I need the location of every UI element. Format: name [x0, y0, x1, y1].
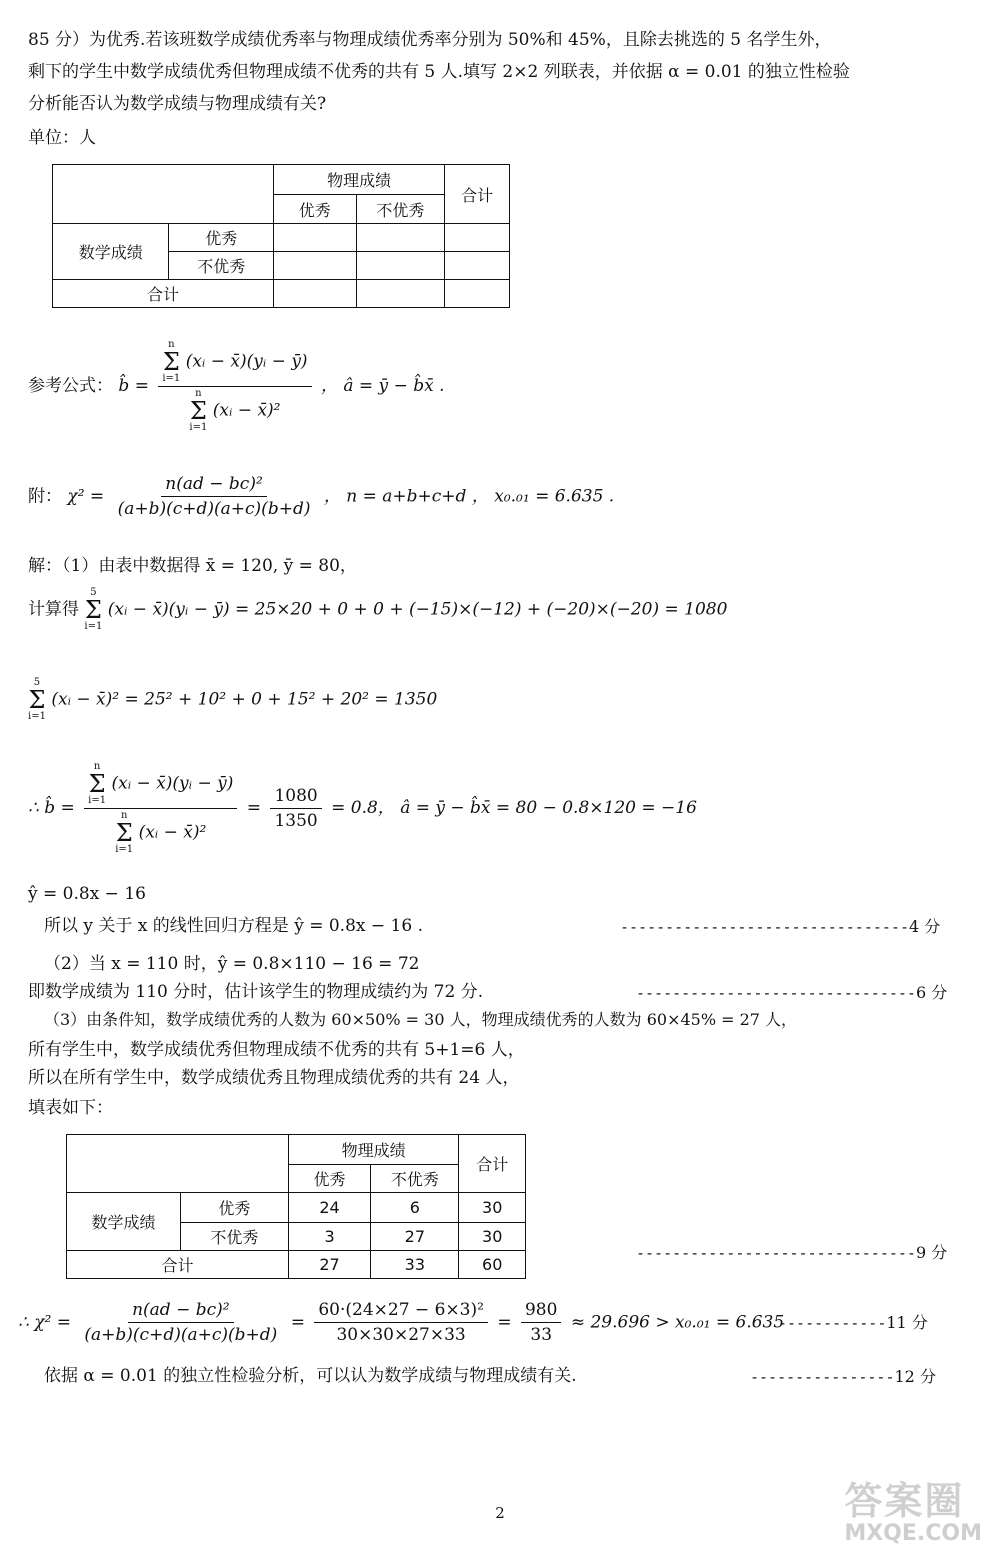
- chi-den: (a+b)(c+d)(a+c)(b+d): [84, 1325, 278, 1346]
- b-hat-fraction: [158, 340, 311, 433]
- math-header: 数学成绩: [53, 224, 169, 280]
- conclusion-line: 依据 α = 0.01 的独立性检验分析，可以认为数学成绩与物理成绩有关.: [44, 1366, 577, 1386]
- total-row-label: 合计: [67, 1251, 289, 1279]
- chi-numerator: n(ad − bc)²: [161, 474, 267, 497]
- sum-symbol: 5 Σ i=1: [84, 587, 103, 632]
- table-cell: [356, 280, 445, 308]
- chi-step-fraction: [314, 1300, 488, 1346]
- chi-value-fraction: [521, 1300, 561, 1346]
- sum-symbol: n Σ i=1: [189, 388, 208, 433]
- table-cell: [445, 252, 510, 280]
- table-corner-cell: [53, 165, 274, 224]
- physics-not-excellent-header: 不优秀: [371, 1165, 459, 1193]
- chi-step-num: 60·(24×27 − 6×3)²: [314, 1300, 488, 1323]
- table-cell: 30: [459, 1193, 526, 1223]
- solution-line-1: 解：（1）由表中数据得 x̄ = 120, ȳ = 80，: [28, 556, 357, 576]
- table-cell: [445, 280, 510, 308]
- covariance-sum: (xᵢ − x̄)(yᵢ − ȳ) = 25×20 + 0 + 0 + (−15)×(−12) + (−20)×(−20) = 1080: [107, 599, 728, 620]
- sum-symbol: n Σ i=1: [115, 810, 134, 855]
- physics-header: 物理成绩: [273, 165, 444, 195]
- table-cell: [445, 224, 510, 252]
- ratio-fraction: [270, 786, 321, 832]
- solution-line-3: [28, 678, 437, 722]
- a-hat-formula: ， â = ȳ − b̂x̄ .: [320, 376, 445, 396]
- physics-excellent-header: 优秀: [273, 195, 356, 224]
- chi-square-fraction: [114, 474, 315, 520]
- variance-sum: (xᵢ − x̄)² = 25² + 10² + 0 + 15² + 20² = 1350: [51, 689, 438, 710]
- appendix-formula: [28, 474, 614, 520]
- solution-line-10: 所有学生中，数学成绩优秀但物理成绩不优秀的共有 5+1=6 人，: [28, 1040, 525, 1060]
- problem-line-2: 剩下的学生中数学成绩优秀但物理成绩不优秀的共有 5 人.填写 2×2 列联表，并依据 α = 0.01 的独立性检验: [28, 62, 850, 82]
- therefore-chi: ∴ χ² =: [18, 1312, 71, 1333]
- table-cell: 3: [288, 1223, 370, 1251]
- table-cell: 24: [288, 1193, 370, 1223]
- table-cell: 30: [459, 1223, 526, 1251]
- table-cell: [356, 224, 445, 252]
- ratio-numerator: 1080: [270, 786, 321, 809]
- chi-value-den: 33: [530, 1325, 553, 1346]
- score-6: -------------------------------6 分: [636, 983, 948, 1002]
- table-cell: [273, 280, 356, 308]
- total-column-header: 合计: [445, 165, 510, 224]
- score-9: -------------------------------9 分: [636, 1243, 948, 1262]
- math-header: 数学成绩: [67, 1193, 181, 1251]
- sum-symbol: 5 Σ i=1: [28, 677, 46, 722]
- score-12: ----------------12 分: [750, 1367, 936, 1386]
- score-4: --------------------------------4 分: [620, 917, 941, 936]
- score-11: ------------11 分: [778, 1313, 928, 1332]
- table-cell: 33: [371, 1251, 459, 1279]
- chi-square-computation: ∴ χ² = $\frac{\text{n(ad − bc)²}}{(a+b)(c+d)(a+c)(b+d)}$ = $\frac{\text{60·(24×27 − 6×3)²}}{30\times 30\times 27\times 33}$ = $\frac{980}{33}$ ≈ 29.696 > x₀.₀₁ = 6.635: [18, 1300, 785, 1346]
- problem-line-1: 85 分）为优秀.若该班数学成绩优秀率与物理成绩优秀率分别为 50%和 45%，且除去挑选的 5 名学生外，: [28, 30, 832, 50]
- b-hat-fraction-solution: [84, 762, 237, 855]
- solution-line-7: （2）当 x = 110 时，ŷ = 0.8×110 − 16 = 72: [44, 954, 420, 974]
- table-cell: [273, 252, 356, 280]
- solution-line-12: 填表如下：: [28, 1098, 113, 1118]
- chi-num: n(ad − bc)²: [128, 1300, 234, 1323]
- solution-line-6: 所以 y 关于 x 的线性回归方程是 ŷ = 0.8x − 16 .: [44, 916, 423, 936]
- table-cell: 60: [459, 1251, 526, 1279]
- b-hat-numerator: (xᵢ − x̄)(yᵢ − ȳ): [185, 351, 308, 372]
- filled-contingency-table: [66, 1134, 526, 1279]
- total-row-label: 合计: [53, 280, 274, 308]
- math-excellent-label: 优秀: [169, 224, 274, 252]
- math-not-excellent-label: 不优秀: [169, 252, 274, 280]
- reference-label: 参考公式：: [28, 376, 113, 396]
- compute-prefix: 计算得: [28, 599, 79, 620]
- sum-symbol: n Σ i=1: [88, 761, 107, 806]
- solution-line-5: ŷ = 0.8x − 16: [28, 884, 146, 904]
- solution-line-4: ∴ b̂ = n Σ i=1 (xᵢ − x̄)(yᵢ − ȳ) n Σ i=1 (xᵢ − x̄)² = $\frac{1080}{1350}$ = 0.8， â = ȳ − b̂x̄ = 80 − 0.8×120 = −16: [28, 761, 697, 855]
- physics-header: 物理成绩: [288, 1135, 459, 1165]
- b-hat-symbol: b̂ =: [118, 376, 149, 396]
- reference-formula: [28, 340, 445, 433]
- table-cell: 27: [288, 1251, 370, 1279]
- chi-comparison: ≈ 29.696 > x₀.₀₁ = 6.635: [570, 1312, 785, 1333]
- chi-step-den: 30×30×27×33: [336, 1325, 466, 1346]
- b-numerator-solution: (xᵢ − x̄)(yᵢ − ȳ): [111, 773, 234, 794]
- chi-square-symbol: χ² =: [67, 486, 105, 507]
- solution-line-2: [28, 588, 727, 632]
- physics-excellent-header: 优秀: [288, 1165, 370, 1193]
- physics-not-excellent-header: 不优秀: [356, 195, 445, 224]
- math-excellent-label: 优秀: [180, 1193, 288, 1223]
- b-denominator-solution: (xᵢ − x̄)²: [138, 822, 207, 843]
- therefore-b-hat: ∴ b̂ =: [28, 798, 75, 818]
- chi-tail: ， n = a+b+c+d ， x₀.₀₁ = 6.635 .: [323, 486, 615, 507]
- empty-contingency-table: [52, 164, 510, 308]
- chi-value-num: 980: [521, 1300, 561, 1323]
- table-cell: [356, 252, 445, 280]
- b-hat-denominator: (xᵢ − x̄)²: [212, 400, 281, 421]
- page-number: 2: [495, 1504, 505, 1522]
- total-column-header: 合计: [459, 1135, 526, 1193]
- math-not-excellent-label: 不优秀: [180, 1223, 288, 1251]
- table-cell: 6: [371, 1193, 459, 1223]
- appendix-label: 附：: [28, 486, 62, 507]
- solution-line-9: （3）由条件知，数学成绩优秀的人数为 60×50% = 30 人，物理成绩优秀的人数为 60×45% = 27 人，: [44, 1010, 798, 1029]
- ratio-denominator: 1350: [274, 811, 318, 831]
- problem-line-3: 分析能否认为数学成绩与物理成绩有关?: [28, 94, 327, 114]
- chi-formula-fraction: [80, 1300, 281, 1346]
- table-cell: [273, 224, 356, 252]
- watermark-logo: 答案圈 MXQE.COM: [844, 1479, 982, 1546]
- solution-line-8: 即数学成绩为 110 分时，估计该学生的物理成绩约为 72 分.: [28, 982, 484, 1002]
- solution-line-11: 所以在所有学生中，数学成绩优秀且物理成绩优秀的共有 24 人，: [28, 1068, 520, 1088]
- sum-symbol: n Σ i=1: [162, 339, 181, 384]
- chi-denominator: (a+b)(c+d)(a+c)(b+d): [117, 499, 311, 520]
- table-cell: 27: [371, 1223, 459, 1251]
- unit-label: 单位：人: [28, 128, 96, 148]
- table-corner-cell: [67, 1135, 289, 1193]
- a-hat-result: = 0.8， â = ȳ − b̂x̄ = 80 − 0.8×120 = −16: [331, 798, 697, 818]
